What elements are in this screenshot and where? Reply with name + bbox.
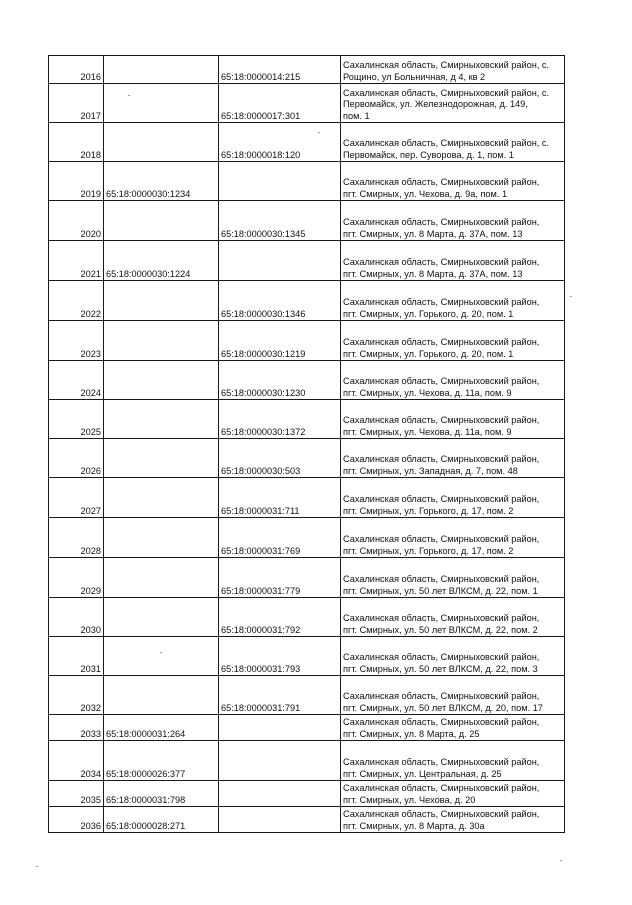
address-cell bbox=[341, 518, 565, 558]
row-number: 2019 bbox=[49, 162, 104, 201]
address-line: Сахалинская область, Смирныховский район, bbox=[343, 494, 540, 504]
property-registry-table bbox=[48, 55, 565, 833]
address-cell bbox=[341, 598, 565, 637]
row-number: 2029 bbox=[49, 558, 104, 598]
scan-speck bbox=[318, 132, 320, 133]
scan-speck bbox=[160, 652, 162, 653]
address-line: пгт. Смирных, ул. Чехова, д. 11а, пом. 9 bbox=[343, 426, 512, 437]
cadastral-number-a: 65:18:0000030:1224 bbox=[104, 241, 219, 281]
cadastral-number-b: 65:18:0000031:793 bbox=[219, 637, 341, 676]
address-cell bbox=[341, 361, 565, 400]
scan-speck bbox=[560, 860, 562, 861]
table-row bbox=[49, 201, 565, 241]
address-line: пгт. Смирных, ул. Чехова, д. 11а, пом. 9 bbox=[343, 387, 512, 398]
cadastral-number-b: 65:18:0000030:1230 bbox=[219, 361, 341, 400]
address-line: Сахалинская область, Смирныховский район, bbox=[343, 809, 540, 819]
cadastral-number-b: 65:18:0000017:301 bbox=[219, 84, 341, 123]
row-number: 2036 bbox=[49, 807, 104, 833]
row-number: 2016 bbox=[49, 56, 104, 84]
cadastral-number-b: 65:18:0000031:791 bbox=[219, 676, 341, 715]
address-line: пгт. Смирных, ул. 50 лет ВЛКСМ, д. 20, пом. 17 bbox=[343, 702, 543, 713]
row-number: 2024 bbox=[49, 361, 104, 400]
table-row bbox=[49, 56, 565, 84]
table-row bbox=[49, 439, 565, 478]
address-line: пгт. Смирных, ул. Центральная, д. 25 bbox=[343, 768, 502, 779]
address-cell bbox=[341, 56, 565, 84]
cadastral-number-b: 65:18:0000031:711 bbox=[219, 478, 341, 518]
address-line: Сахалинская область, Смирныховский район, bbox=[343, 257, 540, 267]
address-cell bbox=[341, 807, 565, 833]
row-number: 2025 bbox=[49, 400, 104, 439]
cadastral-number-b: 65:18:0000031:792 bbox=[219, 598, 341, 637]
address-line: Сахалинская область, Смирныховский район, с. bbox=[343, 60, 550, 70]
row-number: 2026 bbox=[49, 439, 104, 478]
table-row bbox=[49, 558, 565, 598]
table-row bbox=[49, 84, 565, 123]
row-number: 2035 bbox=[49, 781, 104, 807]
row-number: 2033 bbox=[49, 715, 104, 741]
address-line: Сахалинская область, Смирныховский район, bbox=[343, 534, 540, 544]
cadastral-number-a bbox=[104, 478, 219, 518]
address-cell bbox=[341, 400, 565, 439]
address-line: Сахалинская область, Смирныховский район, bbox=[343, 757, 540, 767]
scan-speck bbox=[570, 296, 572, 297]
address-line: Рощино, ул Больничная, д 4, кв 2 bbox=[343, 71, 486, 82]
table-row bbox=[49, 637, 565, 676]
cadastral-number-a bbox=[104, 361, 219, 400]
address-line: Сахалинская область, Смирныховский район, bbox=[343, 691, 540, 701]
address-line: Первомайск, ул. Железнодорожная, д. 149, bbox=[343, 99, 528, 109]
address-cell bbox=[341, 241, 565, 281]
address-line: Сахалинская область, Смирныховский район, с. bbox=[343, 87, 550, 98]
address-line: пгт. Смирных, ул. 8 Марта, д. 37А, пом. 13 bbox=[343, 228, 523, 239]
address-line: пгт. Смирных, ул. Западная, д. 7, пом. 48 bbox=[343, 465, 518, 476]
table-row bbox=[49, 361, 565, 400]
address-line: Сахалинская область, Смирныховский район, bbox=[343, 297, 540, 307]
table-row bbox=[49, 241, 565, 281]
cadastral-number-a bbox=[104, 637, 219, 676]
address-line: Сахалинская область, Смирныховский район, bbox=[343, 337, 540, 347]
cadastral-number-a bbox=[104, 598, 219, 637]
row-number: 2017 bbox=[49, 84, 104, 123]
cadastral-number-b: 65:18:0000031:769 bbox=[219, 518, 341, 558]
cadastral-number-a bbox=[104, 84, 219, 123]
cadastral-number-b: 65:18:0000030:1346 bbox=[219, 281, 341, 321]
cadastral-number-a bbox=[104, 558, 219, 598]
address-cell bbox=[341, 558, 565, 598]
cadastral-number-a bbox=[104, 281, 219, 321]
address-line: пгт. Смирных, ул. 8 Марта, д. 25 bbox=[343, 728, 480, 739]
table-row bbox=[49, 281, 565, 321]
cadastral-number-a bbox=[104, 123, 219, 162]
address-line: Первомайск, пер. Суворова, д. 1, пом. 1 bbox=[343, 149, 514, 160]
cadastral-number-b bbox=[219, 781, 341, 807]
cadastral-number-a: 65:18:0000031:264 bbox=[104, 715, 219, 741]
cadastral-number-b bbox=[219, 241, 341, 281]
cadastral-number-b bbox=[219, 807, 341, 833]
address-line: пгт. Смирных, ул. Горького, д. 17, пом. 2 bbox=[343, 545, 514, 556]
cadastral-number-a: 65:18:0000026:377 bbox=[104, 741, 219, 781]
table-row bbox=[49, 741, 565, 781]
address-line: пгт. Смирных, ул. 50 лет ВЛКСМ, д. 22, пом. 2 bbox=[343, 624, 538, 635]
address-line: Сахалинская область, Смирныховский район, с. bbox=[343, 138, 550, 148]
table-row bbox=[49, 123, 565, 162]
cadastral-number-b bbox=[219, 162, 341, 201]
address-cell bbox=[341, 478, 565, 518]
cadastral-number-a bbox=[104, 518, 219, 558]
address-line: Сахалинская область, Смирныховский район, bbox=[343, 415, 540, 425]
row-number: 2031 bbox=[49, 637, 104, 676]
address-line: пгт. Смирных, ул. 8 Марта, д. 30а bbox=[343, 820, 485, 831]
address-line: Сахалинская область, Смирныховский район, bbox=[343, 574, 540, 584]
address-cell bbox=[341, 781, 565, 807]
cadastral-number-b: 65:18:0000031:779 bbox=[219, 558, 341, 598]
row-number: 2028 bbox=[49, 518, 104, 558]
address-line: Сахалинская область, Смирныховский район, bbox=[343, 613, 540, 623]
row-number: 2023 bbox=[49, 321, 104, 361]
cadastral-number-a: 65:18:0000030:1234 bbox=[104, 162, 219, 201]
row-number: 2030 bbox=[49, 598, 104, 637]
cadastral-number-b: 65:18:0000030:1219 bbox=[219, 321, 341, 361]
address-line: Сахалинская область, Смирныховский район, bbox=[343, 177, 540, 187]
address-line: Сахалинская область, Смирныховский район, bbox=[343, 652, 540, 662]
address-line: пгт. Смирных, ул. Чехова, д. 20 bbox=[343, 794, 476, 805]
cadastral-number-b: 65:18:0000018:120 bbox=[219, 123, 341, 162]
cadastral-number-a bbox=[104, 321, 219, 361]
scan-speck bbox=[36, 866, 38, 867]
row-number: 2027 bbox=[49, 478, 104, 518]
address-cell bbox=[341, 162, 565, 201]
address-line: пом. 1 bbox=[343, 110, 370, 121]
address-line: пгт. Смирных, ул. 8 Марта, д. 37А, пом. 13 bbox=[343, 268, 523, 279]
table-row bbox=[49, 321, 565, 361]
cadastral-number-a bbox=[104, 400, 219, 439]
address-cell bbox=[341, 201, 565, 241]
row-number: 2018 bbox=[49, 123, 104, 162]
scan-speck bbox=[128, 95, 130, 96]
table-row bbox=[49, 807, 565, 833]
cadastral-number-b: 65:18:0000030:503 bbox=[219, 439, 341, 478]
table-row bbox=[49, 478, 565, 518]
address-line: Сахалинская область, Смирныховский район, bbox=[343, 376, 540, 386]
address-line: пгт. Смирных, ул. Горького, д. 17, пом. 2 bbox=[343, 505, 514, 516]
address-cell bbox=[341, 439, 565, 478]
table-row bbox=[49, 676, 565, 715]
address-line: пгт. Смирных, ул. Горького, д. 20, пом. 1 bbox=[343, 308, 514, 319]
address-line: Сахалинская область, Смирныховский район, bbox=[343, 217, 540, 227]
address-cell bbox=[341, 715, 565, 741]
cadastral-number-a: 65:18:0000031:798 bbox=[104, 781, 219, 807]
address-line: пгт. Смирных, ул. 50 лет ВЛКСМ, д. 22, пом. 3 bbox=[343, 663, 538, 674]
address-line: пгт. Смирных, ул. Горького, д. 20, пом. 1 bbox=[343, 348, 514, 359]
address-line: Сахалинская область, Смирныховский район, bbox=[343, 783, 540, 793]
table-row bbox=[49, 400, 565, 439]
address-cell bbox=[341, 281, 565, 321]
address-line: пгт. Смирных, ул. Чехова, д. 9а, пом. 1 bbox=[343, 188, 508, 199]
table-row bbox=[49, 781, 565, 807]
row-number: 2020 bbox=[49, 201, 104, 241]
cadastral-number-a: 65:18:0000028:271 bbox=[104, 807, 219, 833]
cadastral-number-b bbox=[219, 741, 341, 781]
address-line: пгт. Смирных, ул. 50 лет ВЛКСМ, д. 22, пом. 1 bbox=[343, 585, 538, 596]
address-cell bbox=[341, 676, 565, 715]
registry-body bbox=[49, 56, 565, 833]
cadastral-number-b: 65:18:0000030:1345 bbox=[219, 201, 341, 241]
address-cell bbox=[341, 123, 565, 162]
row-number: 2022 bbox=[49, 281, 104, 321]
address-line: Сахалинская область, Смирныховский район, bbox=[343, 717, 540, 727]
address-line: Сахалинская область, Смирныховский район, bbox=[343, 454, 540, 464]
cadastral-number-a bbox=[104, 439, 219, 478]
table-row bbox=[49, 518, 565, 558]
table-row bbox=[49, 598, 565, 637]
row-number: 2034 bbox=[49, 741, 104, 781]
cadastral-number-b: 65:18:0000014:215 bbox=[219, 56, 341, 84]
cadastral-number-a bbox=[104, 676, 219, 715]
cadastral-number-b bbox=[219, 715, 341, 741]
table-row bbox=[49, 162, 565, 201]
cadastral-number-a bbox=[104, 56, 219, 84]
cadastral-number-a bbox=[104, 201, 219, 241]
address-cell bbox=[341, 637, 565, 676]
row-number: 2032 bbox=[49, 676, 104, 715]
row-number: 2021 bbox=[49, 241, 104, 281]
address-cell bbox=[341, 741, 565, 781]
address-cell bbox=[341, 84, 565, 123]
address-cell bbox=[341, 321, 565, 361]
cadastral-number-b: 65:18:0000030:1372 bbox=[219, 400, 341, 439]
table-row bbox=[49, 715, 565, 741]
